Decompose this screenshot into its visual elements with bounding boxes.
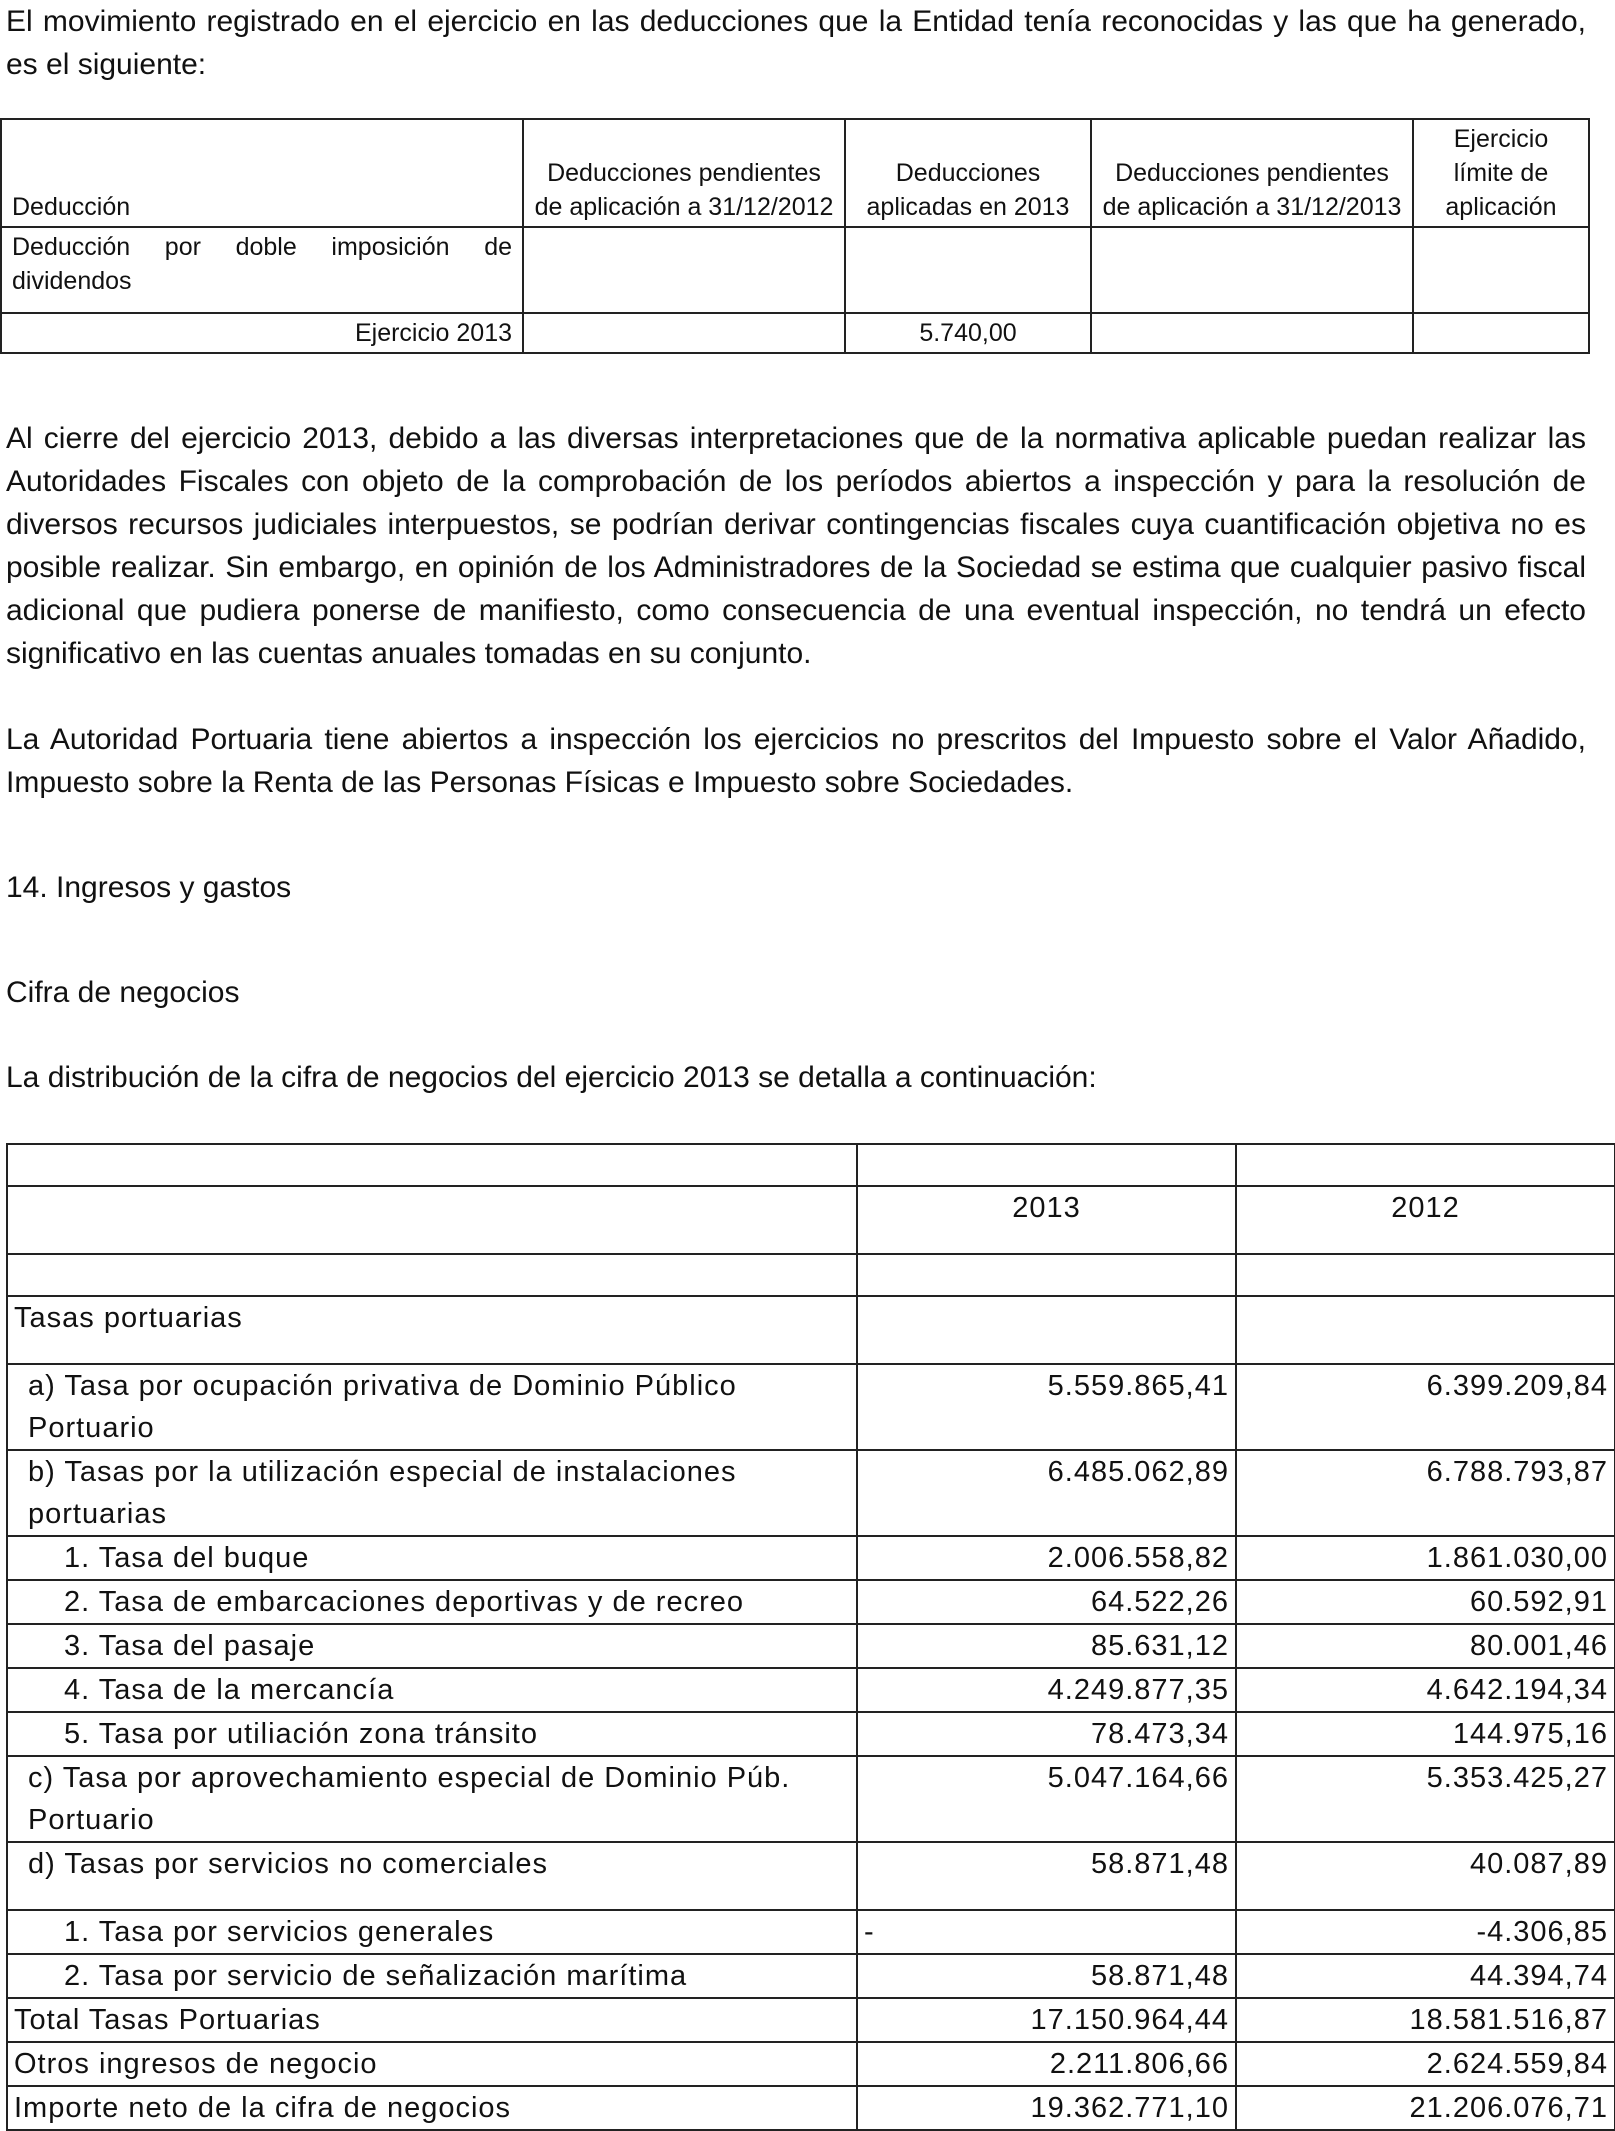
value-2013: 6.485.062,89 [857, 1450, 1236, 1536]
applied-value: 5.740,00 [845, 313, 1091, 353]
inspection-paragraph: La Autoridad Portuaria tiene abiertos a inspección los ejercicios no prescritos del Impuesto sobre el Valor Añadido, Impuesto sobre la Renta de las Personas Físicas e Impuesto sobre Sociedades. [6, 723, 1586, 799]
row-label: 3. Tasa del pasaje [7, 1624, 857, 1668]
table-row [7, 1998, 1615, 2042]
deduction-word: de [484, 233, 512, 261]
deduction-word: imposición [331, 233, 450, 261]
table-row [7, 1756, 1615, 1842]
row-label: c) Tasa por aprovechamiento especial de Dominio Púb. Portuario [7, 1756, 857, 1842]
row-label: 1. Tasa del buque [7, 1536, 857, 1580]
table-row [7, 1580, 1615, 1624]
value-2012: 1.861.030,00 [1236, 1536, 1615, 1580]
value-2012: 6.788.793,87 [1236, 1450, 1615, 1536]
empty-cell [1091, 313, 1413, 353]
table-row [7, 1364, 1615, 1450]
row-label: 5. Tasa por utiliación zona tránsito [7, 1712, 857, 1756]
value-2013: 78.473,34 [857, 1712, 1236, 1756]
empty-cell [1413, 227, 1589, 313]
row-label: Importe neto de la cifra de negocios [7, 2086, 857, 2130]
distribution-paragraph: La distribución de la cifra de negocios del ejercicio 2013 se detalla a continuación: [6, 1061, 1097, 1094]
value-2012: 144.975,16 [1236, 1712, 1615, 1756]
row-label: 2. Tasa de embarcaciones deportivas y de recreo [7, 1580, 857, 1624]
value-2012: 5.353.425,27 [1236, 1756, 1615, 1842]
value-2013: 5.047.164,66 [857, 1756, 1236, 1842]
table-row [7, 1910, 1615, 1954]
value-2013: 2.211.806,66 [857, 2042, 1236, 2086]
table-row [7, 1712, 1615, 1756]
deductions-header-row [1, 119, 1589, 227]
value-2013: 19.362.771,10 [857, 2086, 1236, 2130]
value-2012: 44.394,74 [1236, 1954, 1615, 1998]
empty-cell [1091, 227, 1413, 313]
value-2013: - [857, 1910, 1236, 1954]
year-label: Ejercicio 2013 [1, 313, 523, 353]
header-limit-year: Ejercicio límite de aplicación [1413, 119, 1589, 227]
deduction-word: dividendos [12, 267, 132, 295]
row-label: 2. Tasa por servicio de señalización marítima [7, 1954, 857, 1998]
empty-cell [523, 313, 845, 353]
deductions-table [0, 118, 1590, 354]
contingencies-paragraph: Al cierre del ejercicio 2013, debido a las diversas interpretaciones que de la normativa aplicable puedan realizar las Autoridades Fiscales con objeto de la comprobación de los períodos abiertos a inspección y para la resolución de diversos recursos judiciales interpuestos, se podrían derivar contingencias fiscales cuya cuantificación objetiva no es posible realizar. Sin embargo, en opinión de los Administradores de la Sociedad se estima que cualquier pasivo fiscal adicional que pudiera ponerse de manifiesto, como consecuencia de una eventual inspección, no tendrá un efecto significativo en las cuentas anuales tomadas en su conjunto. [6, 422, 1586, 670]
table-row [7, 2042, 1615, 2086]
row-label: Total Tasas Portuarias [7, 1998, 857, 2042]
empty-cell [1413, 313, 1589, 353]
subsection-heading: Cifra de negocios [6, 976, 240, 1009]
value-2012: 2.624.559,84 [1236, 2042, 1615, 2086]
value-2013: 17.150.964,44 [857, 1998, 1236, 2042]
intro-paragraph: El movimiento registrado en el ejercicio en las deducciones que la Entidad tenía reconocidas y las que ha generado, es el siguiente: [6, 5, 1586, 81]
header-pending-2013: Deducciones pendientes de aplicación a 31/12/2013 [1091, 119, 1413, 227]
value-2012: 80.001,46 [1236, 1624, 1615, 1668]
row-label: 4. Tasa de la mercancía [7, 1668, 857, 1712]
table-row [7, 2086, 1615, 2130]
year-2012-header: 2012 [1236, 1186, 1615, 1254]
row-label: Otros ingresos de negocio [7, 2042, 857, 2086]
empty-cell [845, 227, 1091, 313]
table-row [7, 1624, 1615, 1668]
table-row [7, 1842, 1615, 1910]
value-2013: 64.522,26 [857, 1580, 1236, 1624]
year-2013-header: 2013 [857, 1186, 1236, 1254]
deduction-row [1, 227, 1589, 313]
table-row [7, 1450, 1615, 1536]
section-row [7, 1296, 1615, 1364]
value-2012: 6.399.209,84 [1236, 1364, 1615, 1450]
revenue-table [6, 1143, 1615, 2131]
deduction-word: Deducción [12, 233, 131, 261]
table-row [7, 1536, 1615, 1580]
year-header-row [7, 1186, 1615, 1254]
value-2013: 5.559.865,41 [857, 1364, 1236, 1450]
table-row [7, 1954, 1615, 1998]
table-row [7, 1668, 1615, 1712]
section-label: Tasas portuarias [7, 1296, 857, 1364]
row-label: d) Tasas por servicios no comerciales [7, 1842, 857, 1910]
row-label: b) Tasas por la utilización especial de instalaciones portuarias [7, 1450, 857, 1536]
header-applied-2013: Deducciones aplicadas en 2013 [845, 119, 1091, 227]
row-label: a) Tasa por ocupación privativa de Dominio Público Portuario [7, 1364, 857, 1450]
value-2012: 4.642.194,34 [1236, 1668, 1615, 1712]
value-2013: 4.249.877,35 [857, 1668, 1236, 1712]
value-2013: 85.631,12 [857, 1624, 1236, 1668]
value-2013: 58.871,48 [857, 1842, 1236, 1910]
deduction-word: por [164, 233, 201, 261]
value-2012: 40.087,89 [1236, 1842, 1615, 1910]
value-2012: 21.206.076,71 [1236, 2086, 1615, 2130]
value-2013: 58.871,48 [857, 1954, 1236, 1998]
value-2012: -4.306,85 [1236, 1910, 1615, 1954]
deduction-label [1, 227, 523, 313]
deduction-word: doble [235, 233, 297, 261]
section-heading: 14. Ingresos y gastos [6, 871, 292, 904]
header-deduccion: Deducción [1, 119, 523, 227]
row-label: 1. Tasa por servicios generales [7, 1910, 857, 1954]
blank-row [7, 1254, 1615, 1296]
header-pending-2012: Deducciones pendientes de aplicación a 31/12/2012 [523, 119, 845, 227]
blank-row [7, 1144, 1615, 1186]
value-2012: 18.581.516,87 [1236, 1998, 1615, 2042]
deduction-year-row [1, 313, 1589, 353]
value-2012: 60.592,91 [1236, 1580, 1615, 1624]
empty-cell [523, 227, 845, 313]
value-2013: 2.006.558,82 [857, 1536, 1236, 1580]
